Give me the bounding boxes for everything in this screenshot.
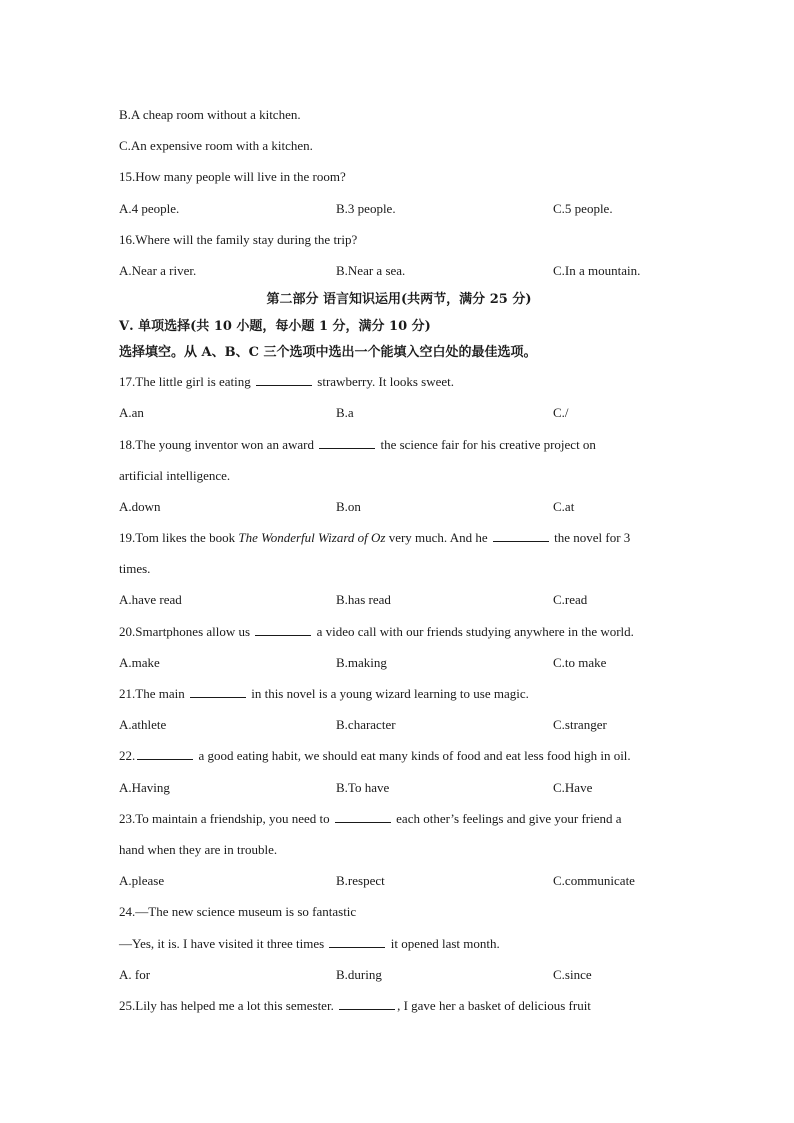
- option-b: B.A cheap room without a kitchen.: [119, 107, 301, 122]
- question-stem: 15.How many people will live in the room?: [119, 169, 346, 185]
- question-19-options: [119, 584, 679, 615]
- option-c: C./: [553, 405, 569, 421]
- option-b: B.during: [336, 966, 382, 982]
- question-text: 25.Lily has helped me a lot this semester.: [119, 997, 334, 1013]
- question-text: —Yes, it is. I have visited it three times: [119, 935, 325, 951]
- question-text: hand when they are in trouble.: [119, 841, 278, 857]
- option-a: A. for: [119, 966, 151, 982]
- answer-blank: [137, 749, 193, 760]
- instruction: 选择填空。从 A、B、C 三个选项中选出一个能填入空白处的最佳选项。: [119, 345, 537, 361]
- option-c: C.An expensive room with a kitchen.: [119, 138, 313, 154]
- section-title: 第二部分 语言知识运用(共两节，满分 25 分): [266, 292, 532, 308]
- question-text: strawberry. It looks sweet.: [317, 374, 454, 390]
- question-text: 22.: [119, 748, 136, 764]
- option-c: C.In a mountain.: [553, 262, 641, 278]
- option-a: A.an: [119, 405, 144, 421]
- question-17-options: [119, 397, 679, 428]
- question-19-continuation: [119, 553, 679, 584]
- question-24: [119, 896, 679, 927]
- answer-blank: [319, 438, 375, 449]
- question-text: 24.—The new science museum is so fantastic: [119, 904, 357, 920]
- question-19: [119, 522, 679, 553]
- question-20: [119, 616, 679, 647]
- question-21-options: [119, 709, 679, 740]
- question-text: , I gave her a basket of delicious fruit: [397, 997, 591, 1013]
- option-c: C.to make: [553, 654, 607, 670]
- question-text: a video call with our friends studying anywhere in the world.: [316, 623, 634, 639]
- answer-blank: [335, 812, 391, 823]
- question-text: artificial intelligence.: [119, 467, 231, 483]
- option-line: [119, 130, 679, 161]
- option-a: A.4 people.: [119, 200, 180, 216]
- option-c: C.at: [553, 498, 575, 514]
- question-23-continuation: [119, 834, 679, 865]
- question-text: 18.The young inventor won an award: [119, 436, 314, 452]
- question-text: a good eating habit, we should eat many kinds of food and eat less food high in oil.: [198, 748, 631, 764]
- option-b: B.on: [336, 498, 361, 514]
- answer-blank: [329, 937, 385, 948]
- question-text: times.: [119, 561, 151, 577]
- question-stem: 16.Where will the family stay during the trip?: [119, 231, 358, 247]
- question-20-options: [119, 647, 679, 678]
- option-c: C.read: [553, 592, 588, 608]
- option-a: A.make: [119, 654, 160, 670]
- option-b: B.making: [336, 654, 387, 670]
- question-text: in this novel is a young wizard learning to use magic.: [251, 686, 529, 701]
- option-b: B.Near a sea.: [336, 262, 406, 278]
- question-22-options: [119, 772, 679, 803]
- option-c: C.5 people.: [553, 200, 613, 216]
- question-text: very much. And he: [388, 530, 488, 546]
- question-text: each other’s feelings and give your friend a: [396, 810, 622, 826]
- option-c: C.Have: [553, 779, 593, 795]
- answer-blank: [255, 625, 311, 636]
- option-b: B.To have: [336, 779, 390, 795]
- option-c: C.stranger: [553, 717, 607, 733]
- option-b: B.respect: [336, 873, 385, 889]
- question-18-continuation: [119, 460, 679, 491]
- question-text: the science fair for his creative project on: [380, 436, 596, 452]
- option-b: B.character: [336, 717, 396, 733]
- option-c: C.communicate: [553, 873, 635, 889]
- option-b: B.a: [336, 405, 354, 421]
- question-23: [119, 803, 679, 834]
- question-text: 17.The little girl is eating: [119, 374, 251, 390]
- option-b: B.3 people.: [336, 200, 396, 216]
- question-text: 20.Smartphones allow us: [119, 623, 251, 639]
- answer-blank: [256, 375, 312, 386]
- answer-blank: [339, 999, 395, 1010]
- question-18: [119, 429, 679, 460]
- exam-page: [119, 99, 679, 1021]
- book-title: The Wonderful Wizard of Oz: [238, 530, 386, 546]
- option-b: B.has read: [336, 592, 391, 608]
- option-a: A.down: [119, 498, 161, 514]
- question-18-options: [119, 491, 679, 522]
- question-15-options: [119, 193, 679, 224]
- question-24-reply: [119, 928, 679, 959]
- option-c: C.since: [553, 966, 592, 982]
- question-21: [119, 678, 679, 709]
- question-24-options: [119, 959, 679, 990]
- question-text: the novel for 3: [554, 530, 631, 546]
- part-title: Ⅴ. 单项选择(共 10 小题，每小题 1 分，满分 10 分): [119, 319, 431, 335]
- option-a: A.please: [119, 873, 165, 889]
- option-a: A.Having: [119, 779, 170, 795]
- option-a: A.Near a river.: [119, 262, 197, 278]
- question-text: 21.The main: [119, 686, 185, 701]
- question-text: it opened last month.: [390, 935, 500, 951]
- question-23-options: [119, 865, 679, 896]
- question-22: [119, 740, 679, 771]
- option-a: A.have read: [119, 592, 182, 608]
- question-16: [119, 224, 679, 255]
- option-a: A.athlete: [119, 717, 167, 733]
- question-17: [119, 366, 679, 397]
- answer-blank: [190, 687, 246, 698]
- question-25: [119, 990, 679, 1021]
- question-15: [119, 161, 679, 192]
- answer-blank: [493, 531, 549, 542]
- question-text: 23.To maintain a friendship, you need to: [119, 810, 330, 826]
- question-16-options: [119, 255, 679, 286]
- option-line: [119, 99, 679, 130]
- question-text: 19.Tom likes the book: [119, 530, 236, 546]
